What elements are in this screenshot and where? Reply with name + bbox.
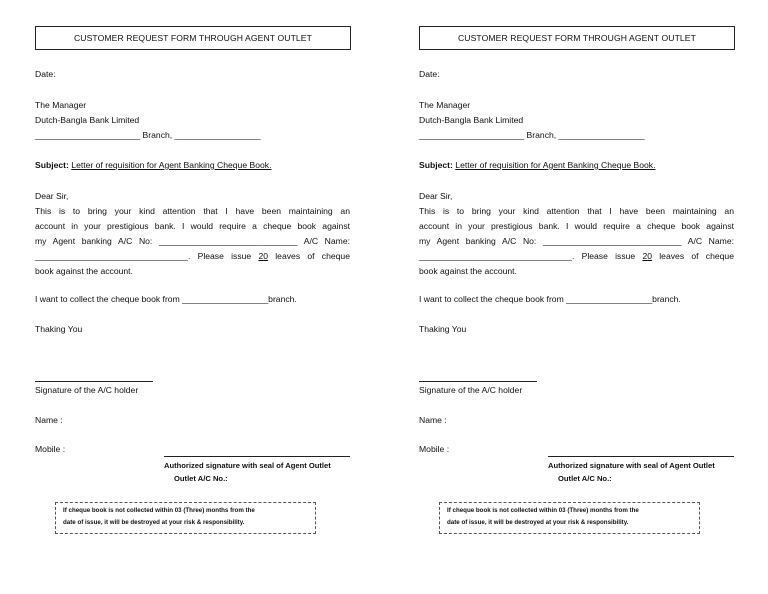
closing: Thaking You — [35, 324, 83, 334]
body-line: account in your prestigious bank. I would require a cheque book against — [419, 221, 734, 231]
request-form-left — [35, 0, 365, 594]
branch-line: ______________________ Branch, __________________ — [35, 130, 261, 140]
name-label: Name : — [419, 415, 447, 425]
mobile-label: Mobile : — [35, 444, 66, 454]
salutation: Dear Sir, — [35, 191, 69, 201]
body-paragraph — [419, 204, 734, 279]
collect-line: I want to collect the cheque book from __________________branch. — [419, 294, 681, 304]
body-line: account in your prestigious bank. I would require a cheque book against — [35, 221, 350, 231]
subject-line — [35, 158, 271, 173]
request-form-right — [419, 0, 749, 594]
notice-line: If cheque book is not collected within 03 (Three) months from the — [63, 507, 255, 514]
outlet-account-label: Outlet A/C No.: — [174, 474, 228, 483]
body-line: This is to bring your kind attention that I have been maintaining an — [419, 206, 734, 216]
bank-name: Dutch-Bangla Bank Limited — [419, 115, 524, 125]
body-line: This is to bring your kind attention that I have been maintaining an — [35, 206, 350, 216]
signature-label: Signature of the A/C holder — [35, 385, 139, 395]
subject-label: Subject: — [419, 160, 453, 170]
body-line: my Agent banking A/C No: _____________________________ A/C Name: — [419, 236, 734, 246]
signature-line — [419, 381, 537, 382]
leaves-count: 20 — [258, 251, 269, 261]
collection-notice — [55, 502, 316, 534]
authorized-signature-label: Authorized signature with seal of Agent Outlet — [164, 461, 331, 470]
name-label: Name : — [35, 415, 63, 425]
date-label: Date: — [419, 69, 440, 79]
addressee: The Manager — [419, 100, 471, 110]
body-line: ________________________________. Please issue 20 leaves of cheque — [35, 251, 350, 261]
authorized-signature-label: Authorized signature with seal of Agent Outlet — [548, 461, 715, 470]
collect-line: I want to collect the cheque book from __________________branch. — [35, 294, 297, 304]
addressee: The Manager — [35, 100, 87, 110]
subject-label: Subject: — [35, 160, 69, 170]
outlet-account-label: Outlet A/C No.: — [558, 474, 612, 483]
bank-name: Dutch-Bangla Bank Limited — [35, 115, 140, 125]
authorized-signature-line — [548, 456, 734, 457]
subject-text: Letter of requisition for Agent Banking Cheque Book. — [71, 160, 272, 170]
notice-line: date of issue, it will be destroyed at your risk & responsibility. — [447, 519, 629, 526]
authorized-signature-line — [164, 456, 350, 457]
branch-line: ______________________ Branch, __________________ — [419, 130, 645, 140]
mobile-label: Mobile : — [419, 444, 450, 454]
authorized-signature-block — [548, 459, 715, 485]
form-title: CUSTOMER REQUEST FORM THROUGH AGENT OUTLET — [419, 26, 735, 50]
body-line: book against the account. — [35, 266, 133, 276]
body-line: ________________________________. Please issue 20 leaves of cheque — [419, 251, 734, 261]
body-line: my Agent banking A/C No: _____________________________ A/C Name: — [35, 236, 350, 246]
form-title: CUSTOMER REQUEST FORM THROUGH AGENT OUTLET — [35, 26, 351, 50]
subject-line — [419, 158, 655, 173]
leaves-count: 20 — [642, 251, 653, 261]
signature-label: Signature of the A/C holder — [419, 385, 523, 395]
notice-line: If cheque book is not collected within 03 (Three) months from the — [447, 507, 639, 514]
collection-notice — [439, 502, 700, 534]
body-paragraph — [35, 204, 350, 279]
body-line: book against the account. — [419, 266, 517, 276]
authorized-signature-block — [164, 459, 331, 485]
date-label: Date: — [35, 69, 56, 79]
subject-text: Letter of requisition for Agent Banking Cheque Book. — [455, 160, 656, 170]
signature-line — [35, 381, 153, 382]
notice-line: date of issue, it will be destroyed at your risk & responsibility. — [63, 519, 245, 526]
closing: Thaking You — [419, 324, 467, 334]
salutation: Dear Sir, — [419, 191, 453, 201]
